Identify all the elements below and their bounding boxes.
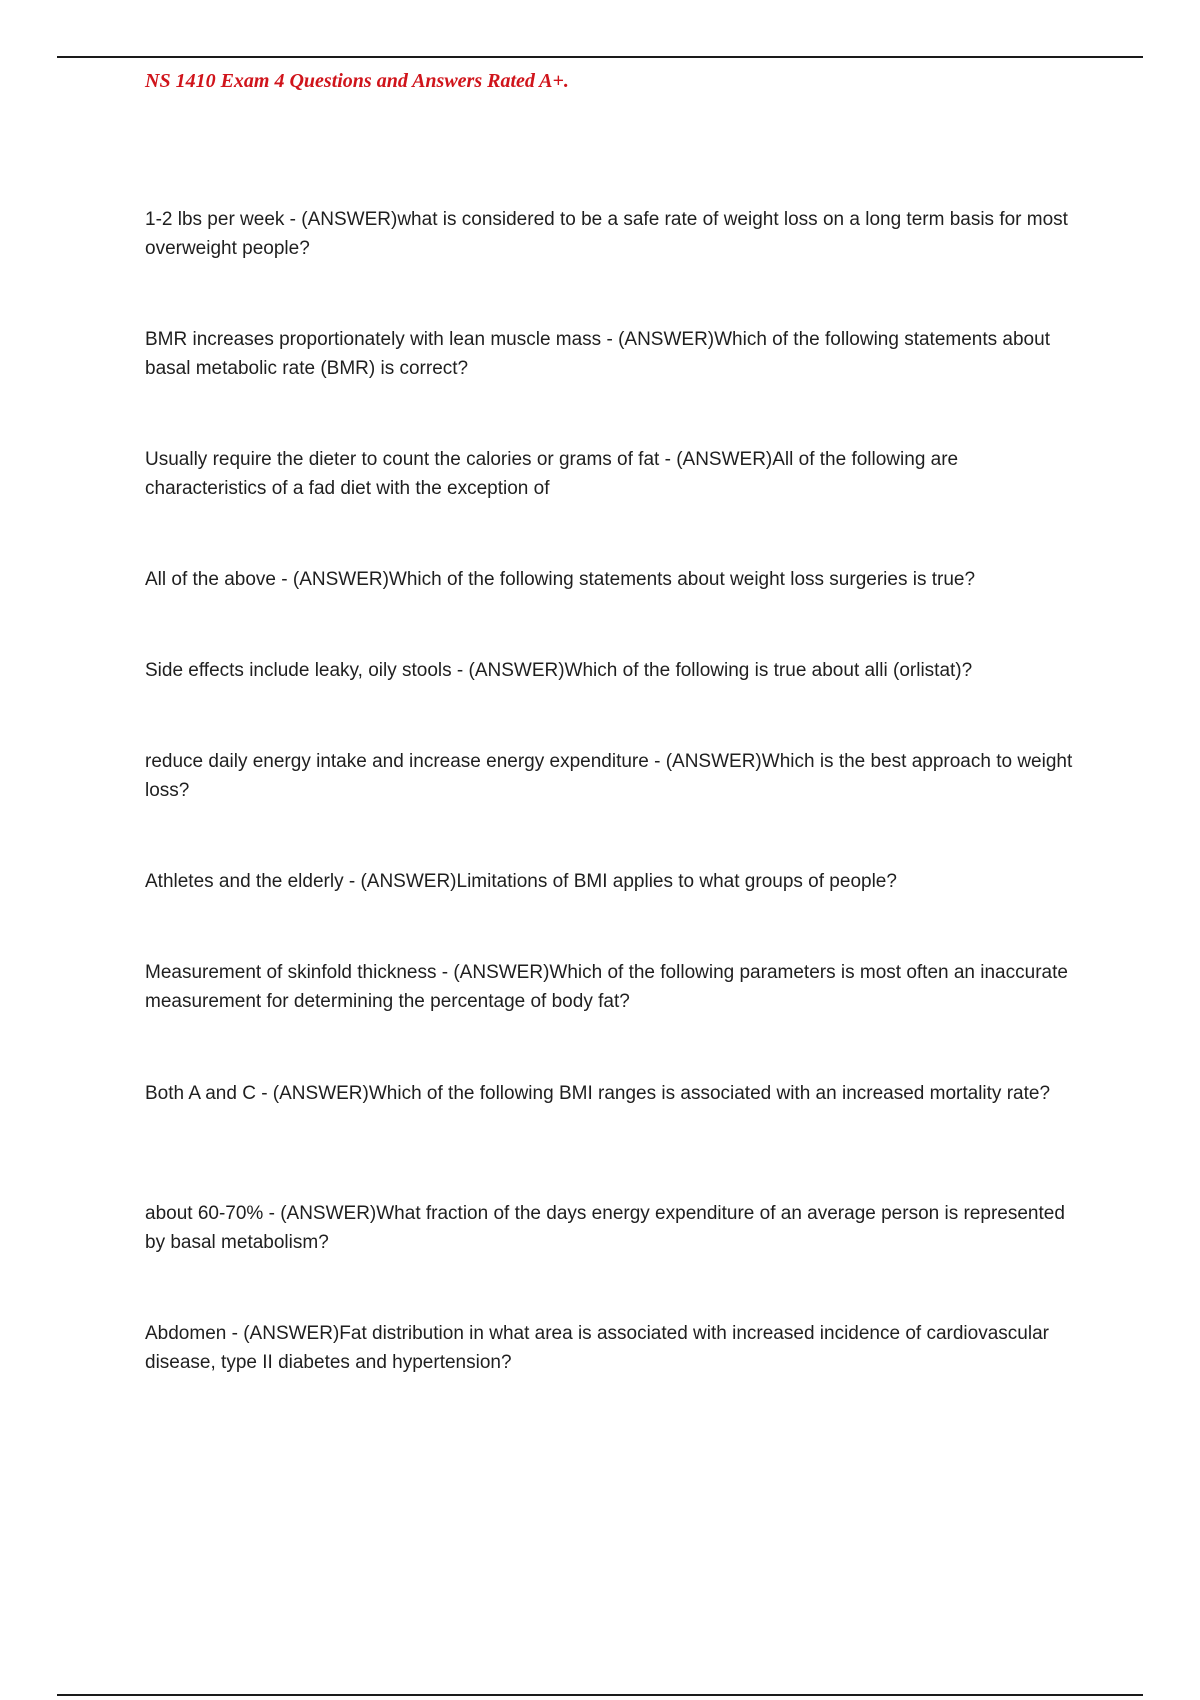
qa-item: Athletes and the elderly - (ANSWER)Limitations of BMI applies to what groups of people? [145, 871, 897, 892]
qa-item: All of the above - (ANSWER)Which of the following statements about weight loss surgeries is true? [145, 569, 976, 590]
qa-item: Measurement of skinfold thickness - (ANSWER)Which of the following parameters is most often an inaccurate measurement for determining the percentage of body fat? [145, 962, 1068, 1012]
qa-item: Usually require the dieter to count the calories or grams of fat - (ANSWER)All of the following are characteristics of a fad diet with the exception of [145, 449, 959, 499]
qa-item: Side effects include leaky, oily stools - (ANSWER)Which of the following is true about alli (orlistat)? [145, 660, 973, 681]
qa-item: 1-2 lbs per week - (ANSWER)what is considered to be a safe rate of weight loss on a long term basis for most overweight people? [145, 209, 1068, 259]
qa-item: reduce daily energy intake and increase energy expenditure - (ANSWER)Which is the best approach to weight loss? [145, 751, 1073, 801]
qa-item: BMR increases proportionately with lean muscle mass - (ANSWER)Which of the following statements about basal metabolic rate (BMR) is correct? [145, 329, 1050, 379]
document-title: NS 1410 Exam 4 Questions and Answers Rated A+. [145, 70, 569, 92]
qa-item: about 60-70% - (ANSWER)What fraction of the days energy expenditure of an average person is represented by basal metabolism? [145, 1203, 1065, 1253]
qa-item: Both A and C - (ANSWER)Which of the following BMI ranges is associated with an increased mortality rate? [145, 1083, 1051, 1104]
qa-item: Abdomen - (ANSWER)Fat distribution in what area is associated with increased incidence of cardiovascular disease, type II diabetes and hypertension? [145, 1323, 1049, 1373]
footer-rule [57, 1694, 1143, 1696]
header-rule [57, 56, 1143, 58]
